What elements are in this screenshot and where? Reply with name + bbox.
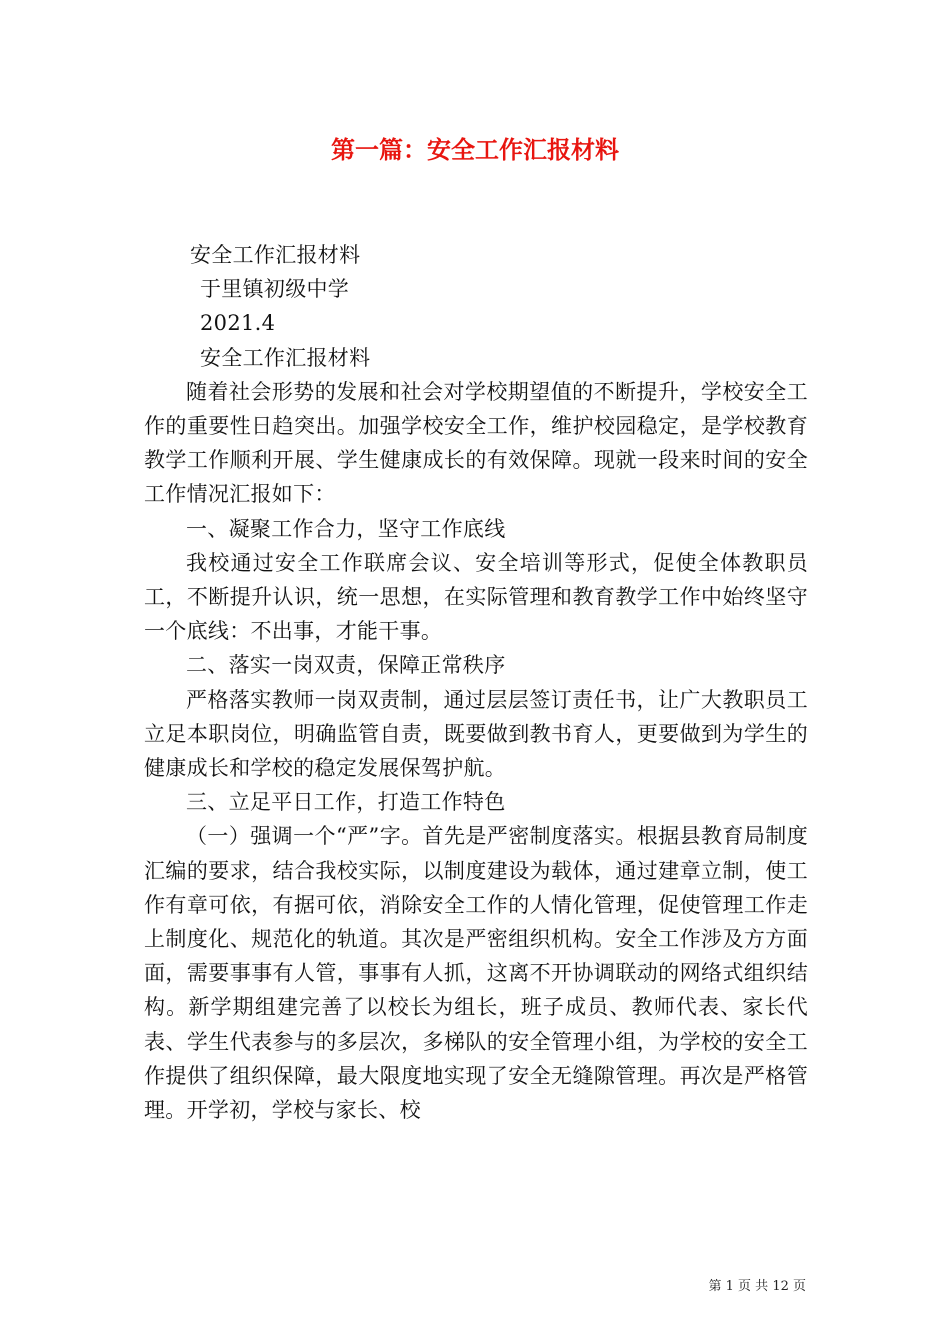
document-title: 第一篇：安全工作汇报材料 — [331, 135, 619, 164]
paragraph-section-1: 我校通过安全工作联席会议、安全培训等形式，促使全体教职员工，不断提升认识，统一思想，在实际管理和教育教学工作中始终坚守一个底线：不出事，才能干事。 — [144, 550, 808, 644]
school-name-line: 于里镇初级中学 — [200, 277, 350, 302]
section-heading-2: 二、落实一岗双责，保障正常秩序 — [186, 653, 506, 678]
date-line: 2021.4 — [200, 311, 276, 336]
report-name-line: 安全工作汇报材料 — [190, 243, 361, 267]
section-heading-1: 一、凝聚工作合力，坚守工作底线 — [186, 516, 506, 541]
section-heading-3: 三、立足平日工作，打造工作特色 — [186, 790, 506, 815]
paragraph-intro: 随着社会形势的发展和社会对学校期望值的不断提升，学校安全工作的重要性日趋突出。加强学校安全工作，维护校园稳定，是学校教育教学工作顺利开展、学生健康成长的有效保障。现就一段来时间的安全工作情况汇报如下： — [144, 379, 808, 507]
paragraph-section-3-1: （一）强调一个“严”字。首先是严密制度落实。根据县教育局制度汇编的要求，结合我校实际，以制度建设为载体，通过建章立制，使工作有章可依，有据可依，消除安全工作的人情化管理，促使管理工作走上制度化、规范化的轨道。其次是严密组织机构。安全工作涉及方方面面，需要事事有人管，事事有人抓，这离不开协调联动的网络式组织结构。新学期组建完善了以校长为组长，班子成员、教师代表、家长代表、学生代表参与的多层次，多梯队的安全管理小组，为学校的安全工作提供了组织保障，最大限度地实现了安全无缝隙管理。再次是严格管理。开学初，学校与家长、校 — [144, 824, 808, 1123]
report-name-line-2: 安全工作汇报材料 — [200, 345, 371, 370]
paragraph-section-2: 严格落实教师一岗双责制，通过层层签订责任书，让广大教职员工立足本职岗位，明确监管自责，既要做到教书育人，更要做到为学生的健康成长和学校的稳定发展保驾护航。 — [144, 687, 808, 781]
document-body — [144, 238, 808, 1127]
page-footer: 第 1 页 共 12 页 — [708, 1279, 806, 1294]
